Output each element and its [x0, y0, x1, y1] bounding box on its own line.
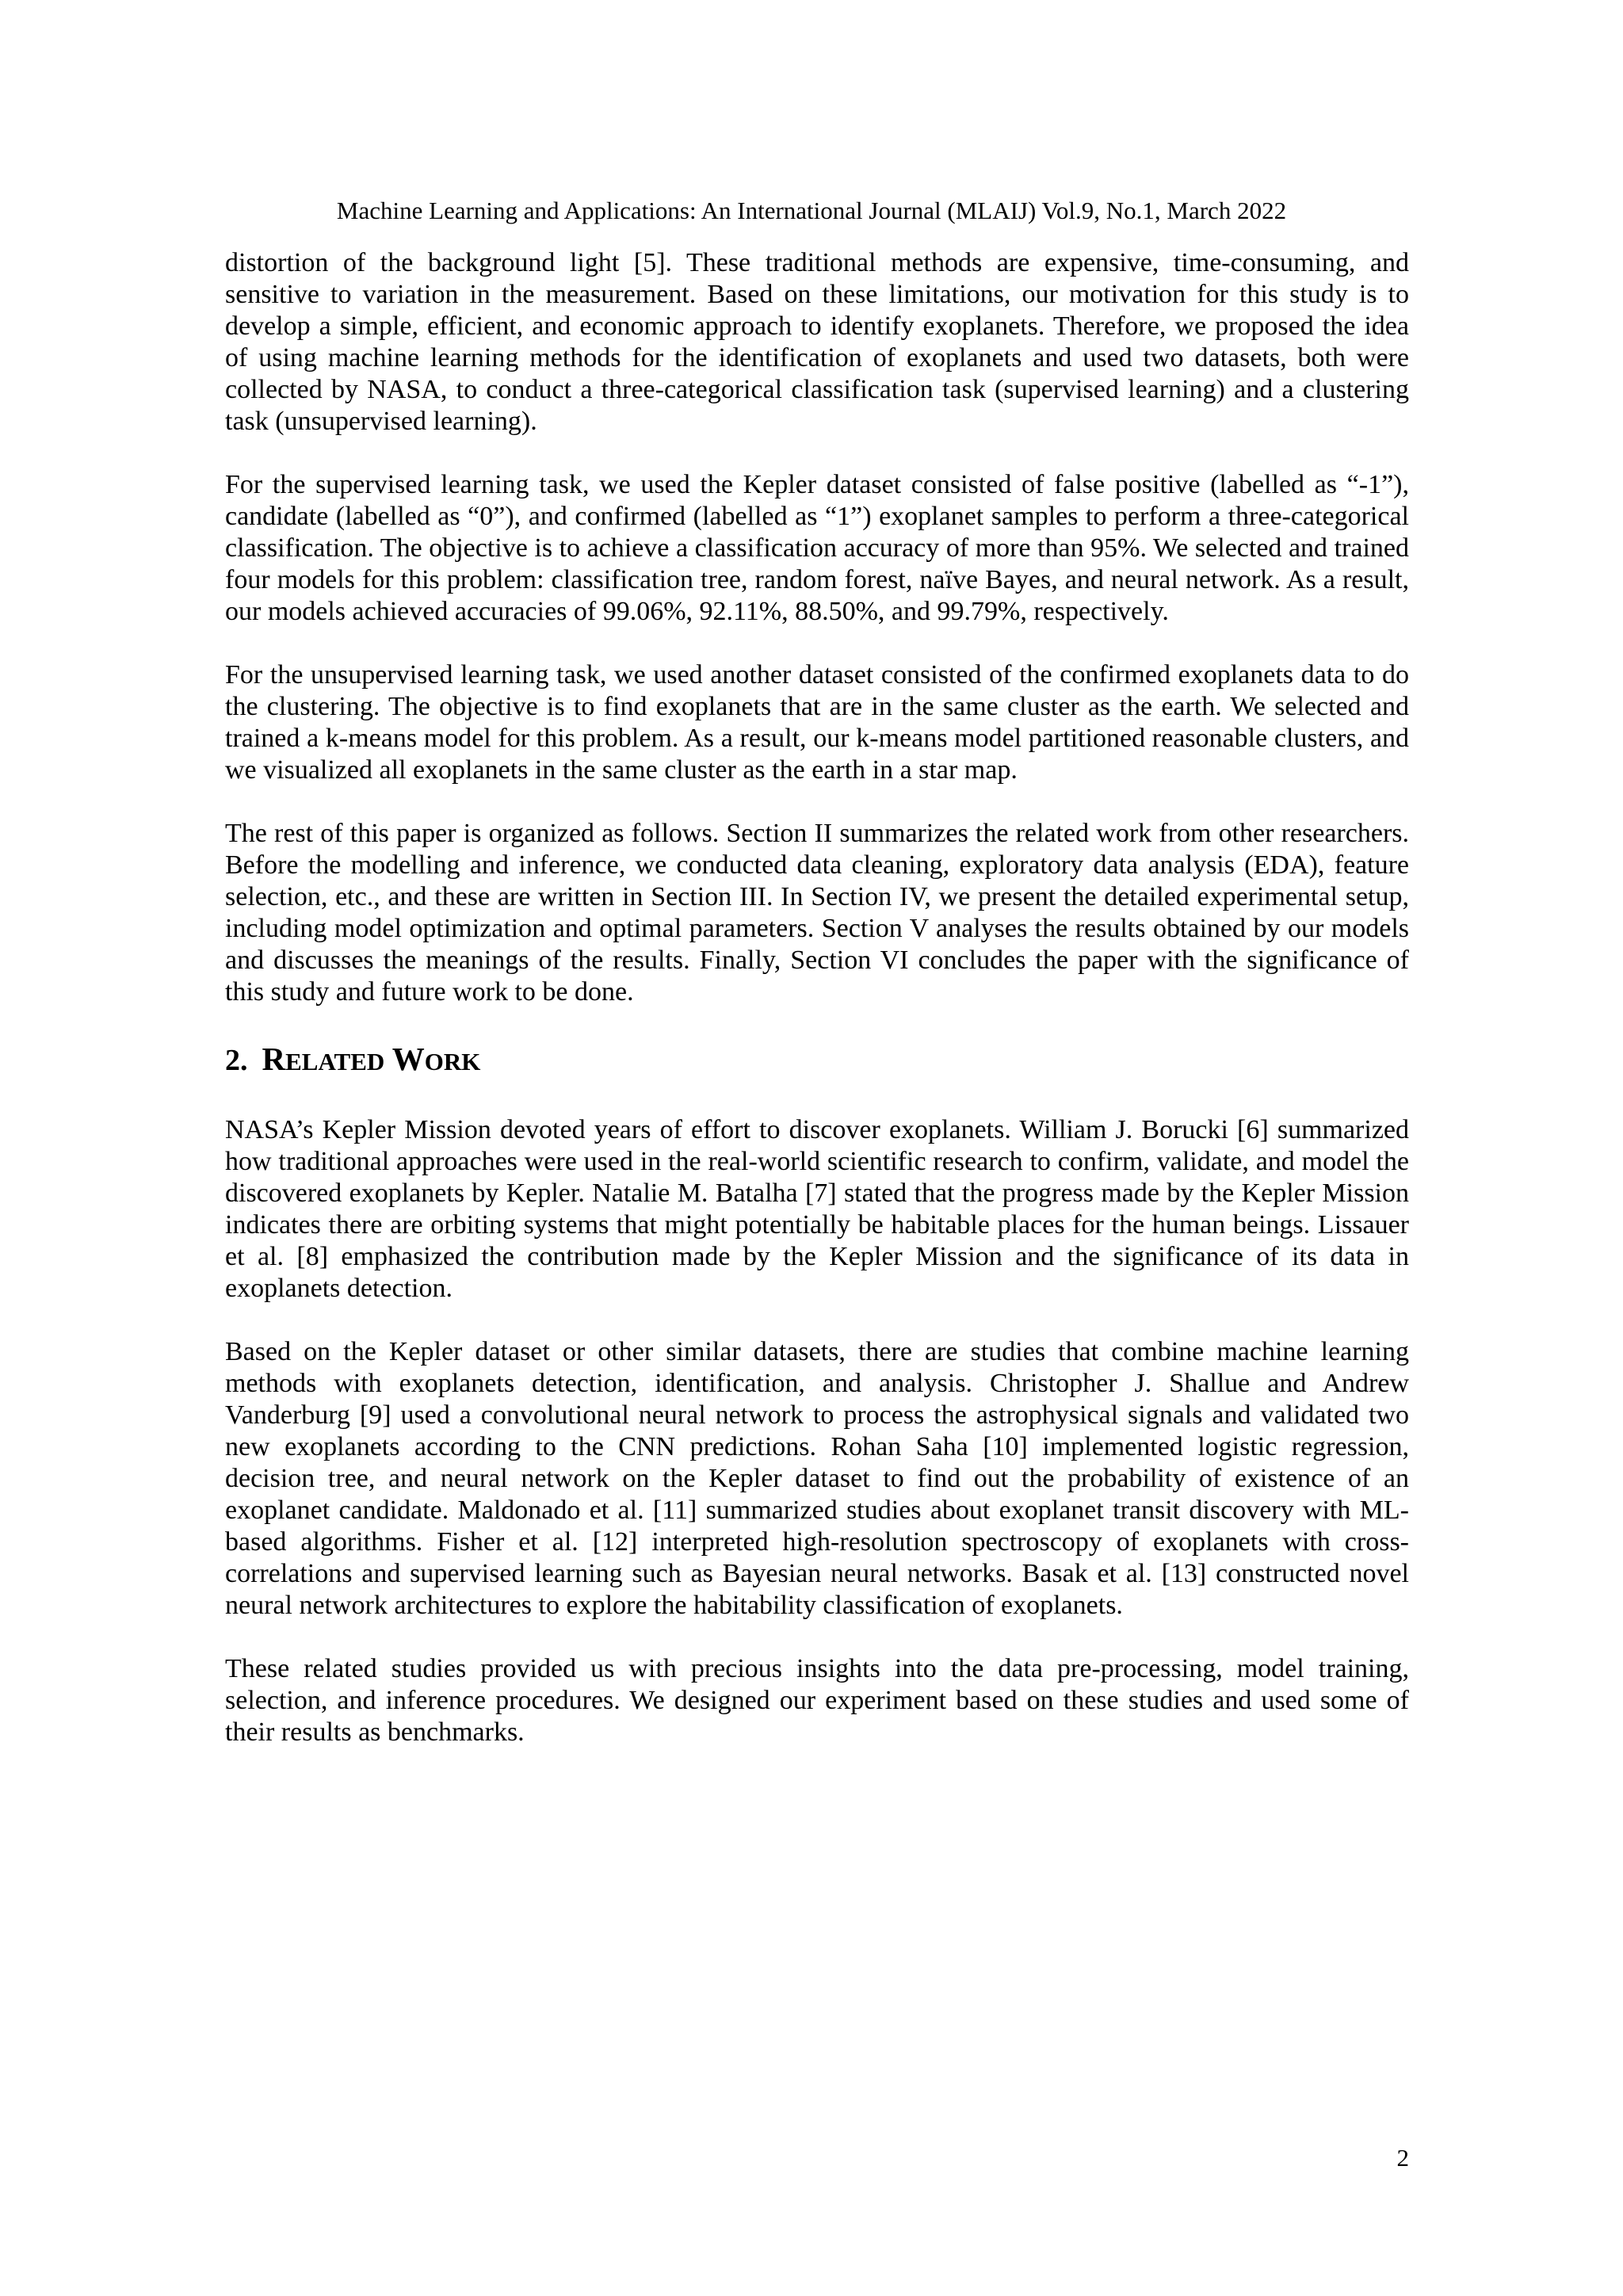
- paragraph-related-1: NASA’s Kepler Mission devoted years of effort to discover exoplanets. William J. Borucki [6] summarized how traditional approaches were used in the real-world scientific research to confirm, validate, and model the discovered exoplanets by Kepler. Natalie M. Batalha [7] stated that the progress made by the Kepler Mission indicates there are orbiting systems that might potentially be habitable places for the human beings. Lissauer et al. [8] emphasized the contribution made by the Kepler Mission and the significance of its data in exoplanets detection.: [225, 1115, 1409, 1303]
- running-header: Machine Learning and Applications: An International Journal (MLAIJ) Vol.9, No.1, March 2022: [336, 197, 1287, 224]
- page-number: 2: [1396, 2144, 1409, 2172]
- section-title-rest-2: ORK: [424, 1048, 481, 1075]
- section-number: 2.: [225, 1044, 248, 1077]
- section-title-initial-2: W: [391, 1041, 425, 1077]
- section-heading-related-work: [225, 1040, 1409, 1081]
- paragraph-related-3: These related studies provided us with precious insights into the data pre-processing, model training, selection, and inference procedures. We designed our experiment based on these studies and used some of their results as benchmarks.: [225, 1654, 1409, 1747]
- paragraph-intro-1: distortion of the background light [5]. These traditional methods are expensive, time-consuming, and sensitive to variation in the measurement. Based on these limitations, our motivation for this study is to develop a simple, efficient, and economic approach to identify exoplanets. Therefore, we proposed the idea of using machine learning methods for the identification of exoplanets and used two datasets, both were collected by NASA, to conduct a three-categorical classification task (supervised learning) and a clustering task (unsupervised learning).: [225, 248, 1409, 436]
- section-title-initial-1: R: [262, 1041, 286, 1077]
- paragraph-intro-4: The rest of this paper is organized as follows. Section II summarizes the related work from other researchers. Before the modelling and inference, we conducted data cleaning, exploratory data analysis (EDA), feature selection, etc., and these are written in Section III. In Section IV, we present the detailed experimental setup, including model optimization and optimal parameters. Section V analyses the results obtained by our models and discusses the meanings of the results. Finally, Section VI concludes the paper with the significance of this study and future work to be done.: [225, 819, 1409, 1007]
- paragraph-intro-3: For the unsupervised learning task, we used another dataset consisted of the confirmed exoplanets data to do the clustering. The objective is to find exoplanets that are in the same cluster as the earth. We selected and trained a k-means model for this problem. As a result, our k-means model partitioned reasonable clusters, and we visualized all exoplanets in the same cluster as the earth in a star map.: [225, 660, 1409, 785]
- paragraph-intro-2: For the supervised learning task, we used the Kepler dataset consisted of false positive (labelled as “-1”), candidate (labelled as “0”), and confirmed (labelled as “1”) exoplanet samples to perform a three-categorical classification. The objective is to achieve a classification accuracy of more than 95%. We selected and trained four models for this problem: classification tree, random forest, naïve Bayes, and neural network. As a result, our models achieved accuracies of 99.06%, 92.11%, 88.50%, and 99.79%, respectively.: [225, 470, 1409, 626]
- section-title-rest-1: ELATED: [285, 1048, 385, 1075]
- paragraph-related-2: Based on the Kepler dataset or other similar datasets, there are studies that combine machine learning methods with exoplanets detection, identification, and analysis. Christopher J. Shallue and Andrew Vanderburg [9] used a convolutional neural network to process the astrophysical signals and validated two new exoplanets according to the CNN predictions. Rohan Saha [10] implemented logistic regression, decision tree, and neural network on the Kepler dataset to find out the probability of existence of an exoplanet candidate. Maldonado et al. [11] summarized studies about exoplanet transit discovery with ML-based algorithms. Fisher et al. [12] interpreted high-resolution spectroscopy of exoplanets with cross-correlations and supervised learning such as Bayesian neural networks. Basak et al. [13] constructed novel neural network architectures to explore the habitability classification of exoplanets.: [225, 1337, 1409, 1620]
- body-text: [225, 247, 1409, 1780]
